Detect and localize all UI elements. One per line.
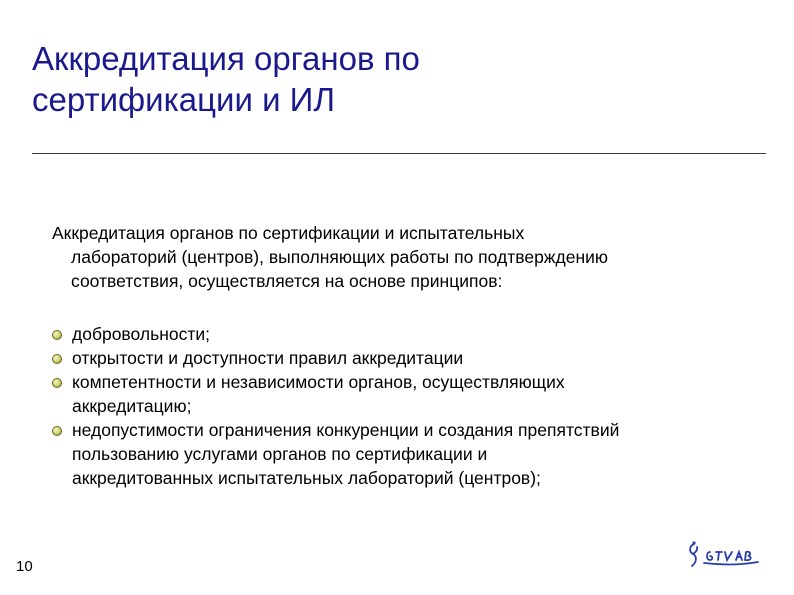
list-item bbox=[52, 370, 782, 418]
list-item bbox=[52, 418, 782, 490]
intro-line-2: лабораторий (центров), выполняющих работы по подтверждению bbox=[71, 247, 609, 267]
list-item bbox=[52, 346, 782, 370]
intro-paragraph bbox=[52, 221, 772, 293]
intro-line-3: соответствия, осуществляется на основе принципов: bbox=[71, 271, 503, 291]
university-logo-icon bbox=[686, 540, 766, 570]
intro-line-1: Аккредитация органов по сертификации и испытательных bbox=[52, 223, 525, 243]
principles-list bbox=[52, 322, 782, 490]
page-number: 10 bbox=[16, 558, 33, 575]
list-item-text: компетентности и независимости органов, осуществляющих bbox=[72, 372, 565, 392]
list-item-text: добровольности; bbox=[72, 324, 211, 344]
bullet-icon bbox=[52, 378, 62, 388]
list-item-text: аккредитованных испытательных лабораторий (центров); bbox=[72, 468, 541, 488]
title-divider bbox=[32, 153, 766, 154]
title-line-2: сертификации и ИЛ bbox=[32, 81, 336, 118]
list-item-text: аккредитацию; bbox=[72, 396, 192, 416]
slide-title bbox=[32, 38, 752, 120]
bullet-icon bbox=[52, 330, 62, 340]
bullet-icon bbox=[52, 426, 62, 436]
list-item-text: открытости и доступности правил аккредитации bbox=[72, 348, 464, 368]
list-item-text: пользованию услугами органов по сертификации и bbox=[72, 444, 488, 464]
list-item-text: недопустимости ограничения конкуренции и создания препятствий bbox=[72, 420, 620, 440]
title-line-1: Аккредитация органов по bbox=[32, 40, 420, 77]
list-item bbox=[52, 322, 782, 346]
bullet-icon bbox=[52, 354, 62, 364]
